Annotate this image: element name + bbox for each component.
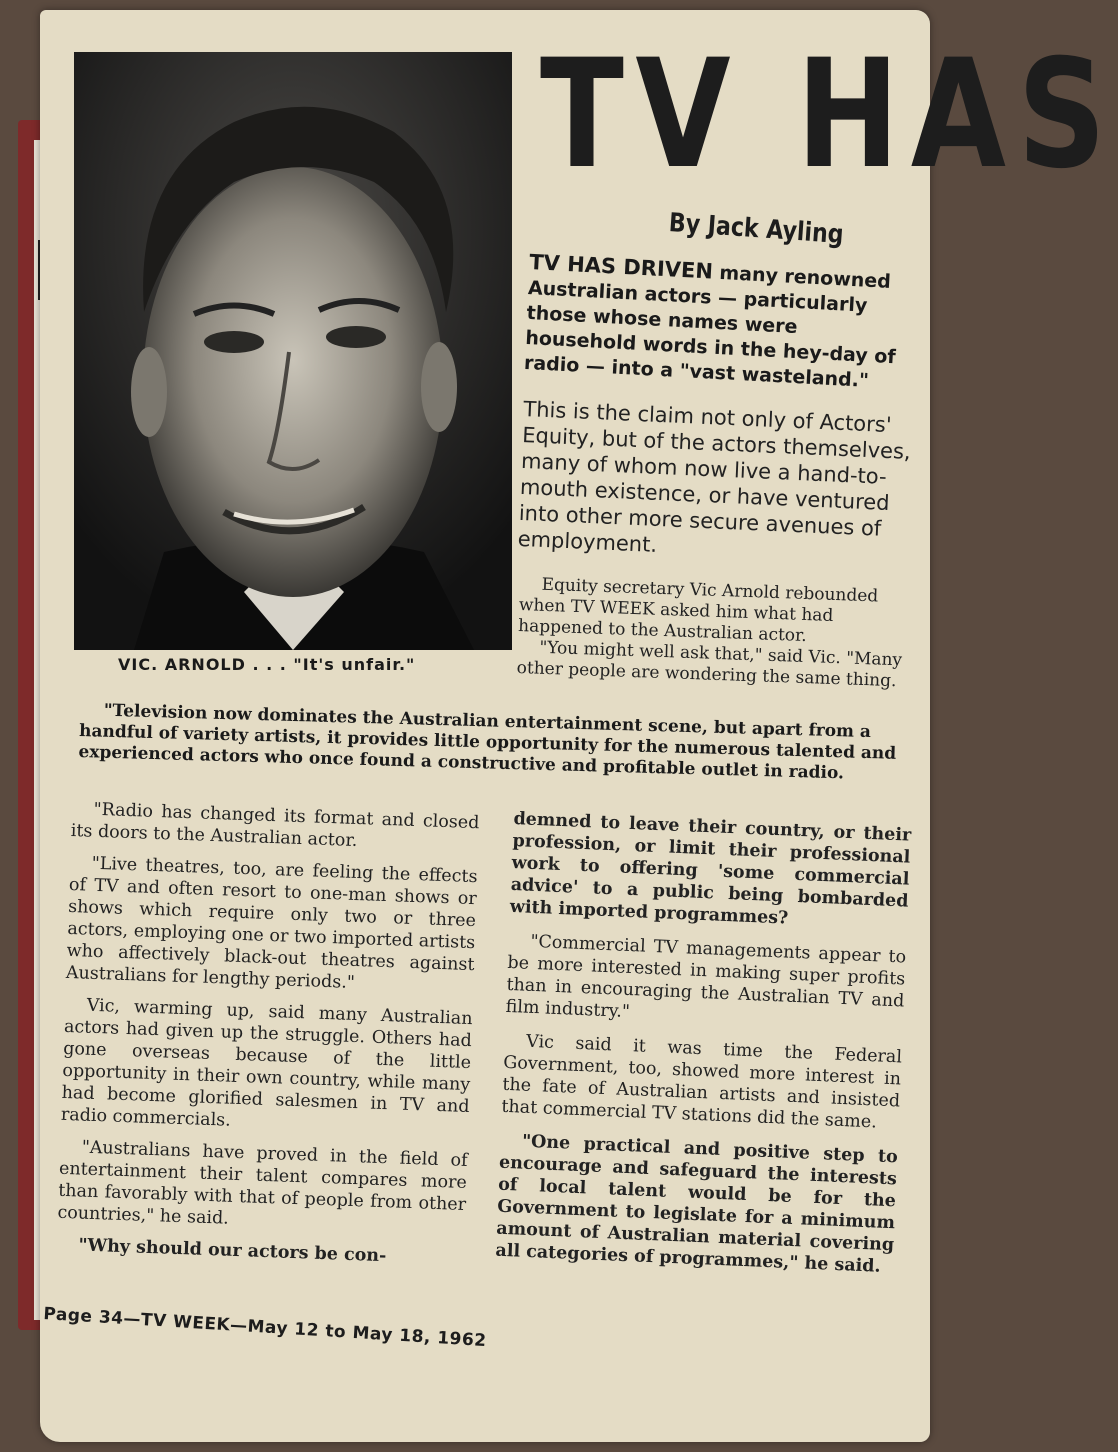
right-paragraph-3: Vic said it was time the Federal Government, too, showed more interest in the fate of Australian artists and insisted that commercial TV stations did the same. (501, 1031, 903, 1133)
portrait-image (74, 52, 512, 650)
byline: By Jack Ayling (667, 208, 845, 251)
right-paragraph-1: demned to leave their country, or their profession, or limit their professional work to offering 'some commercial advice' to a public being bombarded with imported programmes? (509, 808, 912, 929)
claim-paragraph: This is the claim not only of Actors' Equity, but of the actors themselves, many of whom now live a hand-to-mouth existence, or have ventured into other more secure avenues of employment. (517, 396, 912, 557)
page-footer: Page 34—TV WEEK—May 12 to May 18, 1962 (42, 1304, 488, 1352)
photo-caption: VIC. ARNOLD . . . "It's unfair." (118, 655, 416, 674)
left-paragraph-4: "Australians have proved in the field of entertainment their talent compares more than favorably with that of people from other countries," he said. (57, 1137, 468, 1229)
headline: TV HAS (540, 28, 1118, 202)
pull-quote: "Television now dominates the Australian entertainment scene, but apart from a handful of variety artists, it provides little opportunity for the numerous talented and experienced actors who once found a constructive and profitable outlet in radio. (78, 700, 897, 784)
intro-lead: TV HAS DRIVEN (528, 250, 714, 284)
right-column (494, 808, 911, 1290)
equity-paragraphs (516, 574, 914, 693)
intro-rest: many renowned Australian actors — particularly those whose names were household words in the hey-day of radio — into a "vast wasteland." (523, 261, 897, 392)
left-paragraph-5: "Why should our actors be con- (78, 1235, 387, 1267)
right-paragraph-2: "Commercial TV managements appear to be more interested in making super profits than in encouraging the Australian TV and film industry." (505, 931, 907, 1023)
left-paragraph-3: Vic, warming up, said many Australian actors had given up the struggle. Others had gone overseas because of the little opportunity in their own country, while many had become glorified salesmen in TV and radio commercials. (60, 995, 473, 1131)
ask-paragraph: "You might well ask that," said Vic. "Many other people are wondering the same thing. (516, 637, 903, 692)
left-paragraph-2: "Live theatres, too, are feeling the effects of TV and often resort to one-man shows or shows which require only two or three actors, employing one or two imported artists who affectively black-out theatres against Australians for lengthy periods." (65, 853, 478, 993)
left-column (56, 798, 480, 1280)
equity-paragraph: Equity secretary Vic Arnold rebounded when TV WEEK asked him what had happened to the Australian actor. (517, 574, 879, 647)
intro-paragraph (523, 250, 911, 396)
left-paragraph-1: "Radio has changed its format and closed its doors to the Australian actor. (70, 799, 480, 851)
right-paragraph-4: "One practical and positive step to encourage and safeguard the interests of local talent would be for the Government to legislate for a minimum amount of Australian material covering all categories of programmes," he said. (495, 1131, 899, 1277)
portrait-photo (74, 52, 512, 650)
